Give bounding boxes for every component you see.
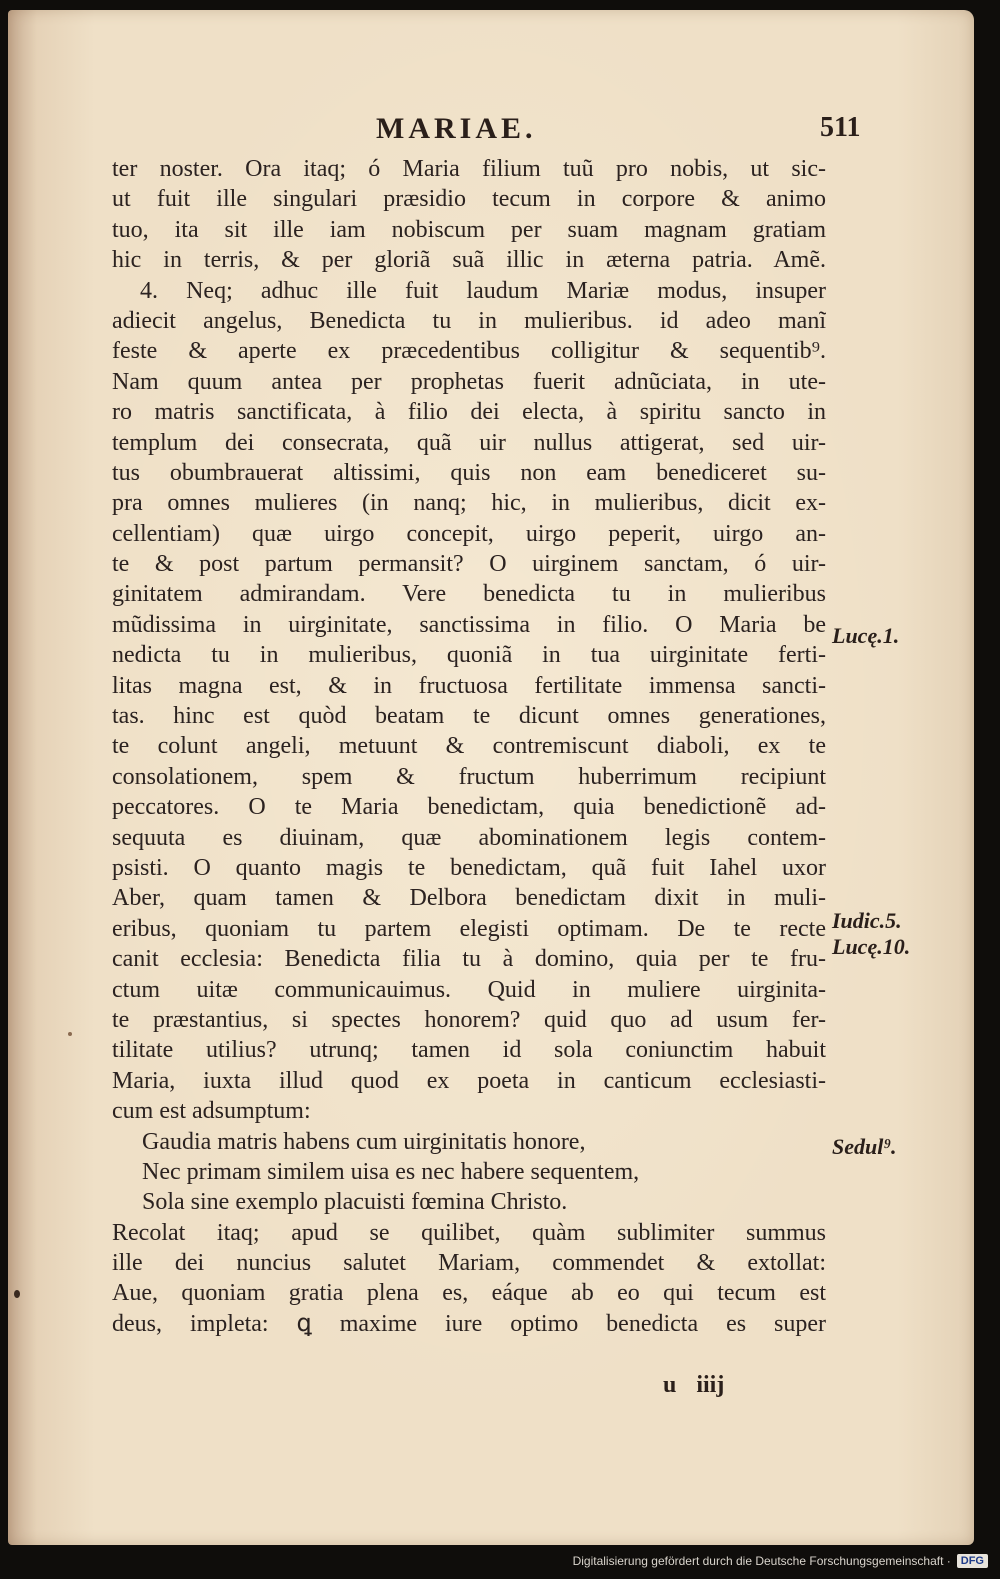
margin-note-luke-1: Lucę.1.: [832, 623, 900, 648]
text-line: canit ecclesia: Benedicta filia tu à domino, quia per te fru-: [112, 946, 826, 973]
paper-stain: [14, 1290, 20, 1298]
text-line: te colunt angeli, metuunt & contremiscunt diaboli, ex te: [112, 733, 826, 760]
text-line: pra omnes mulieres (in nanq; hic, in mulieribus, dicit ex-: [112, 490, 826, 517]
text-line: hic in terris, & per gloriã suã illic in æterna patria. Amẽ.: [112, 247, 826, 274]
signature-mark: u iiij: [663, 1372, 725, 1398]
text-line: cellentiam) quæ uirgo concepit, uirgo peperit, uirgo an-: [112, 520, 826, 547]
margin-note-sedulius: Sedul⁹.: [832, 1134, 897, 1159]
verse-line: Nec primam similem uisa es nec habere sequentem,: [142, 1158, 640, 1185]
margin-note-judges-5: Iudic.5.: [832, 908, 902, 933]
text-line: deus, impleta: ꝗ maxime iure optimo benedicta es super: [112, 1310, 826, 1337]
verse-line: Sola sine exemplo placuisti fœmina Christo.: [142, 1189, 568, 1216]
text-line: Recolat itaq; apud se quilibet, quàm sublimiter summus: [112, 1219, 826, 1246]
funding-credit-text: Digitalisierung gefördert durch die Deutsche Forschungsgemeinschaft ·: [572, 1554, 951, 1568]
text-line: sequuta es diuinam, quæ abominationem legis contem-: [112, 824, 826, 851]
text-line: adiecit angelus, Benedicta tu in mulieribus. id adeo manĩ: [112, 307, 826, 334]
text-line: ctum uitæ communicauimus. Quid in muliere uirginita-: [112, 976, 826, 1003]
text-line: te præstantius, si spectes honorem? quid quo ad usum fer-: [112, 1006, 826, 1033]
running-title: MARIAE.: [376, 112, 537, 145]
text-line: ille dei nuncius salutet Mariam, commendet & extollat:: [112, 1250, 826, 1277]
footer-credit: [573, 1554, 988, 1568]
text-line: tuo, ita sit ille iam nobiscum per suam magnam gratiam: [112, 216, 826, 243]
verse-line: Gaudia matris habens cum uirginitatis honore,: [142, 1128, 586, 1155]
text-line: consolationem, spem & fructum huberrimum recipiunt: [112, 763, 826, 790]
text-line: Aber, quam tamen & Delbora benedictam dixit in muli-: [112, 885, 826, 912]
folio-number: 511: [820, 112, 861, 143]
text-line: cum est adsumptum:: [112, 1098, 311, 1125]
main-text-block: [112, 154, 826, 1339]
text-line: litas magna est, & in fructuosa fertilitate immensa sancti-: [112, 672, 826, 699]
text-line: te & post partum permansit? O uirginem sanctam, ó uir-: [112, 551, 826, 578]
paper-stain: [68, 1032, 72, 1036]
text-line: ter noster. Ora itaq; ó Maria filium tuũ pro nobis, ut sic-: [112, 156, 826, 182]
footer-bar: [0, 1549, 1000, 1579]
text-line: psisti. O quanto magis te benedictam, quã fuit Iahel uxor: [112, 854, 826, 881]
text-line: ginitatem admirandam. Vere benedicta tu in mulieribus: [112, 581, 826, 608]
text-line: nedicta tu in mulieribus, quoniã in tua uirginitate ferti-: [112, 642, 826, 669]
text-line: ut fuit ille singulari præsidio tecum in corpore & animo: [112, 186, 826, 213]
page-header: [8, 112, 974, 148]
text-line: peccatores. O te Maria benedictam, quia benedictionẽ ad-: [112, 794, 826, 821]
text-line: Maria, iuxta illud quod ex poeta in canticum ecclesiasti-: [112, 1067, 826, 1094]
text-line: tilitate utilius? utrunq; tamen id sola coniunctim habuit: [112, 1037, 826, 1064]
text-line: mũdissima in uirginitate, sanctissima in filio. O Maria be: [112, 611, 826, 638]
text-line: tus obumbrauerat altissimi, quis non eam benediceret su-: [112, 459, 826, 486]
book-page: [8, 10, 974, 1545]
text-line: eribus, quoniam tu partem elegisti optimam. De te recte: [112, 915, 826, 942]
text-line: feste & aperte ex præcedentibus colligitur & sequentib⁹.: [112, 338, 826, 365]
margin-note-luke-10: Lucę.10.: [832, 934, 911, 959]
text-line: ro matris sanctificata, à filio dei electa, à spiritu sancto in: [112, 399, 826, 426]
text-line: 4. Neq; adhuc ille fuit laudum Mariæ modus, insuper: [140, 277, 826, 304]
text-line: Nam quum antea per prophetas fuerit adnũciata, in ute-: [112, 368, 826, 395]
text-line: templum dei consecrata, quã uir nullus attigerat, sed uir-: [112, 429, 826, 456]
text-line: tas. hinc est quòd beatam te dicunt omnes generationes,: [112, 703, 826, 730]
dfg-logo: DFG: [957, 1554, 988, 1568]
text-line: Aue, quoniam gratia plena es, eáque ab eo qui tecum est: [112, 1280, 826, 1307]
